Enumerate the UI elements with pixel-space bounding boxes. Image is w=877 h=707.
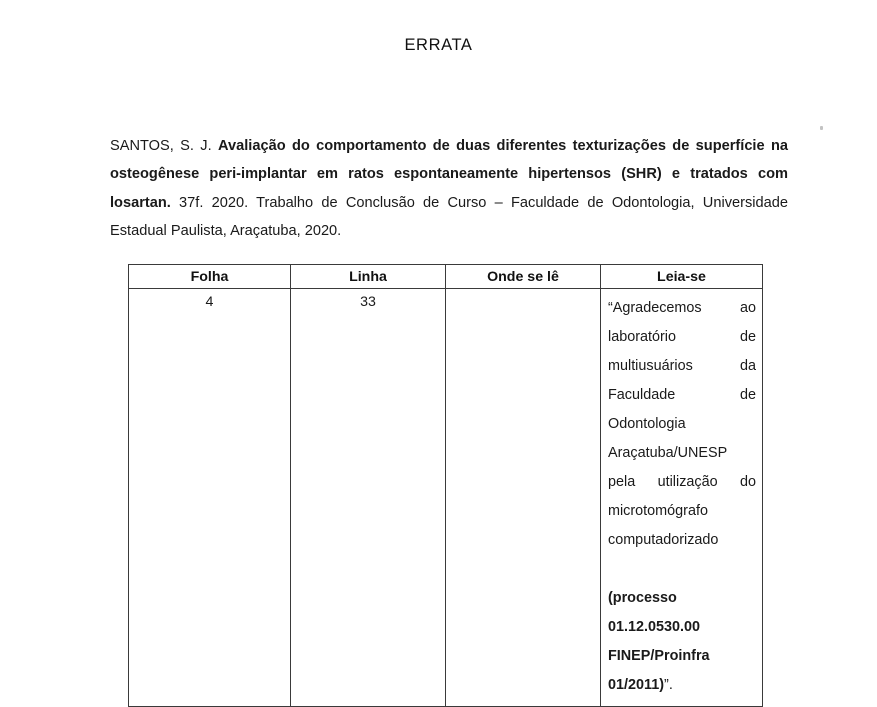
leia-se-closing-quote: ”. [664,677,673,693]
cell-leia-se [601,289,763,707]
table-row [129,289,763,707]
reference-work-title: Avaliação do comportamento de duas diferentes texturizações de superfície na osteogênese peri-implantar em ratos espontaneamente hipertensos (SHR) e tratados com losartan. [110,137,788,211]
leia-se-bold-text: (processo 01.12.0530.00 FINEP/Proinfra 01/2011) [608,590,710,693]
column-header-onde-se-le: Onde se lê [446,265,601,289]
column-header-leia-se: Leia-se [601,265,763,289]
reference-details: 37f. 2020. Trabalho de Conclusão de Curso – Faculdade de Odontologia, Universidade Estadual Paulista, Araçatuba, 2020. [110,194,788,240]
cell-folha: 4 [129,289,291,707]
column-header-folha: Folha [129,265,291,289]
cell-linha: 33 [291,289,446,707]
bibliographic-reference [110,132,788,246]
errata-table [128,264,763,707]
leia-se-regular-text: “Agradecemos ao laboratório de multiusuários da Faculdade de Odontologia Araçatuba/UNESP pela utilização do microtomógrafo computadorizado [608,300,756,548]
page-title: ERRATA [404,36,473,54]
cell-onde-se-le [446,289,601,707]
column-header-linha: Linha [291,265,446,289]
reference-author: SANTOS, S. J. [110,137,218,154]
table-header-row [129,265,763,289]
scan-artifact-speck [820,126,823,130]
